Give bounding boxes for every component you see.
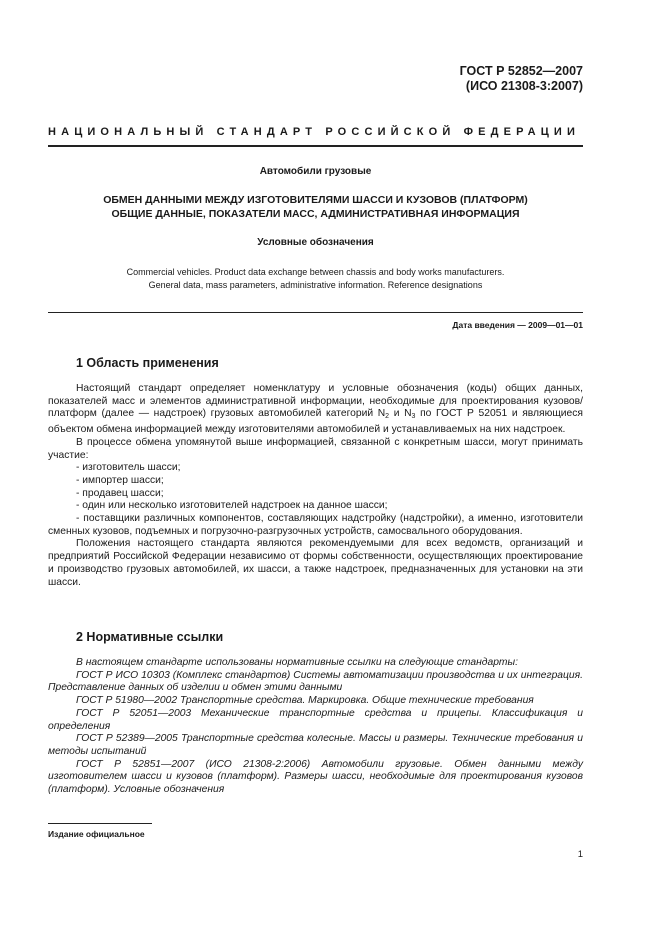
section-1-body	[48, 383, 583, 589]
title-divider	[48, 312, 583, 313]
top-divider	[48, 145, 583, 147]
reference-item: ГОСТ Р ИСО 10303 (Комплекс стандартов) Системы автоматизации производства и их интеграция. Представление данных об изделии и обмен этими данными	[48, 669, 583, 694]
title-designations: Условные обозначения	[257, 237, 374, 248]
section-1-heading: 1 Область применения	[76, 356, 219, 370]
list-item: - продавец шасси;	[76, 487, 164, 499]
standard-number-block	[460, 64, 583, 94]
paragraph: Настоящий стандарт определяет номенклатуру и условные обозначения (коды) общих данных, показателей масс и элементов административной информации, необходимые для проектирования кузовов/платформ (далее — надстроек) грузовых автомобилей категорий $N_2$ и $N_3$ по ГОСТ Р 52051 и являющиеся объектом обмена информацией между изготовителями автомобилей и устанавливаемых на них надстроек.	[48, 383, 583, 436]
reference-item: ГОСТ Р 52851—2007 (ИСО 21308-2:2006) Автомобили грузовые. Обмен данными между изготовителем шасси и кузовов (платформ). Размеры шасси, необходимые для проектирования кузовов (платформ). Условные обозначения	[48, 758, 583, 796]
paragraph: В процессе обмена упомянутой выше информацией, связанной с конкретным шасси, могут принимать участие:	[48, 436, 583, 461]
edition-label: Издание официальное	[48, 829, 145, 839]
footer-divider	[48, 823, 152, 824]
english-title	[48, 266, 583, 291]
document-subtitle: Автомобили грузовые	[259, 166, 372, 177]
reference-item: ГОСТ Р 52051—2003 Механические транспортные средства и прицепы. Классификация и определения	[48, 707, 583, 732]
gost-number: ГОСТ Р 52852—2007	[459, 64, 583, 78]
list-item: - импортер шасси;	[76, 474, 164, 486]
list-item: - изготовитель шасси;	[76, 462, 181, 474]
title-line-1: ОБМЕН ДАННЫМИ МЕЖДУ ИЗГОТОВИТЕЛЯМИ ШАССИ И КУЗОВОВ (ПЛАТФОРМ)	[103, 194, 528, 206]
national-standard-banner: НАЦИОНАЛЬНЫЙ СТАНДАРТ РОССИЙСКОЙ ФЕДЕРАЦИИ	[48, 126, 581, 138]
effective-date: Дата введения — 2009—01—01	[452, 320, 583, 330]
title-line-2: ОБЩИЕ ДАННЫЕ, ПОКАЗАТЕЛИ МАСС, АДМИНИСТРАТИВНАЯ ИНФОРМАЦИЯ	[111, 208, 520, 220]
english-title-line-2: General data, mass parameters, administrative information. Reference designations	[148, 279, 483, 290]
reference-item: ГОСТ Р 51980—2002 Транспортные средства. Маркировка. Общие технические требования	[76, 695, 534, 707]
document-title	[48, 193, 583, 221]
english-title-line-1: Commercial vehicles. Product data exchange between chassis and body works manufacturers.	[126, 267, 505, 277]
page-number: 1	[577, 849, 583, 860]
iso-number: (ИСО 21308-3:2007)	[465, 79, 583, 93]
reference-item: ГОСТ Р 52389—2005 Транспортные средства колесные. Массы и размеры. Технические требования и методы испытаний	[48, 733, 583, 757]
paragraph: В настоящем стандарте использованы нормативные ссылки на следующие стандарты:	[76, 657, 518, 668]
section-2-body	[48, 657, 583, 797]
paragraph: Положения настоящего стандарта являются рекомендуемыми для всех ведомств, организаций и предприятий Российской Федерации независимо от формы собственности, осуществляющих проектирование и производство грузовых автомобилей, их шасси, а также надстроек, предназначенных для установки на эти шасси.	[48, 538, 583, 588]
list-item: - поставщики различных компонентов, составляющих надстройку (надстройки), а именно, изготовители сменных кузовов, подъемных и погрузочно-разгрузочных устройств, самосвального оборудования.	[48, 513, 583, 537]
list-item: - один или несколько изготовителей надстроек на данное шасси;	[76, 500, 388, 512]
section-2-heading: 2 Нормативные ссылки	[76, 630, 224, 644]
